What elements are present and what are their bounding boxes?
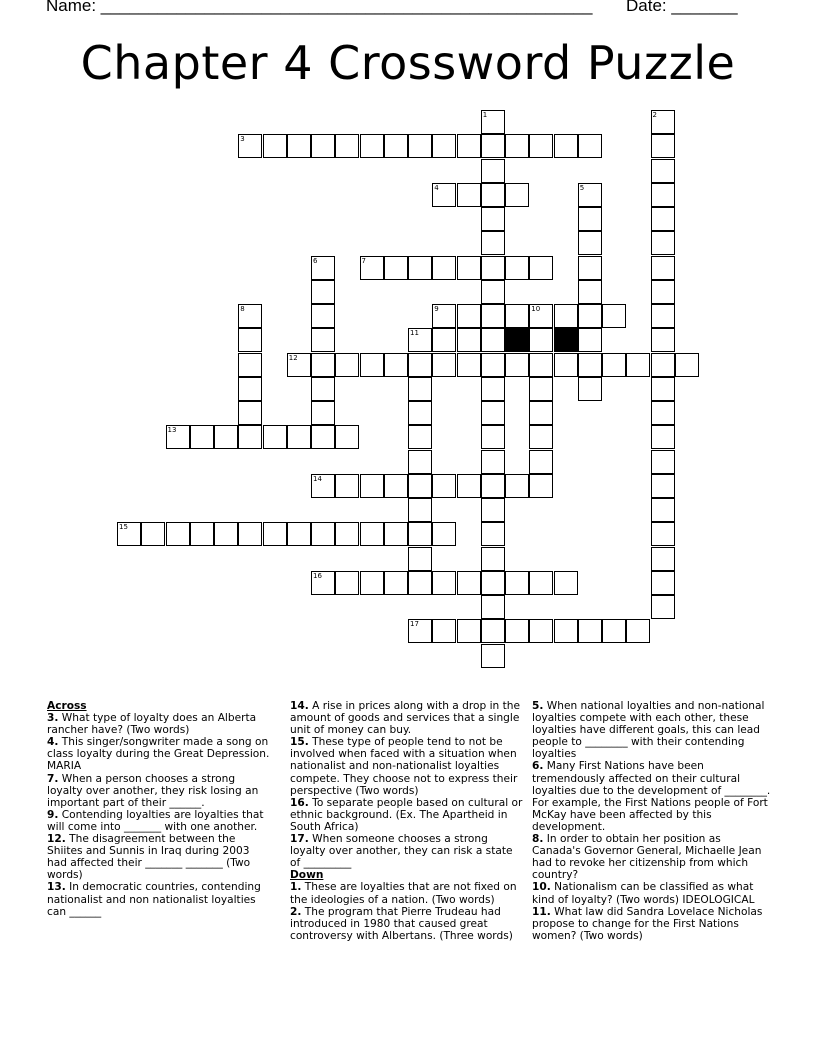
grid-cell[interactable] [408,522,432,546]
clue-down-11: 11. What law did Sandra Lovelace Nicholas propose to change for the First Nations women? (Two words) [532,905,763,942]
clue-across-3: 3. What type of loyalty does an Alberta rancher have? (Two words) [47,712,257,737]
grid-cell[interactable] [457,183,481,207]
grid-cell[interactable] [481,547,505,571]
grid-cell[interactable] [311,474,335,498]
clue-number: 4 [434,183,439,192]
grid-cell[interactable] [384,353,408,377]
grid-cell[interactable] [651,547,675,571]
grid-cell[interactable] [505,134,529,158]
grid-block [505,328,529,352]
grid-cell[interactable] [554,353,578,377]
grid-cell[interactable] [651,280,675,304]
grid-cell[interactable] [457,353,481,377]
grid-cell[interactable] [481,280,505,304]
grid-cell[interactable] [311,328,335,352]
grid-cell[interactable] [214,522,238,546]
grid-cell[interactable] [529,450,553,474]
grid-cell[interactable] [578,619,602,643]
grid-cell[interactable] [457,571,481,595]
grid-cell[interactable] [602,304,626,328]
grid-cell[interactable] [651,377,675,401]
grid-cell[interactable] [263,134,287,158]
grid-cell[interactable] [554,134,578,158]
grid-cell[interactable] [529,571,553,595]
grid-cell[interactable] [481,619,505,643]
grid-cell[interactable] [432,353,456,377]
grid-cell[interactable] [481,401,505,425]
grid-cell[interactable] [578,280,602,304]
grid-cell[interactable] [481,134,505,158]
clue-number: 17 [410,620,419,629]
grid-cell[interactable] [408,547,432,571]
grid-cell[interactable] [141,522,165,546]
grid-cell[interactable] [311,304,335,328]
grid-cell[interactable] [384,571,408,595]
grid-cell[interactable] [481,571,505,595]
grid-cell[interactable] [457,304,481,328]
grid-cell[interactable] [651,231,675,255]
grid-cell[interactable] [529,619,553,643]
grid-cell[interactable] [481,231,505,255]
grid-cell[interactable] [360,474,384,498]
clue-number: 8 [240,305,245,313]
clue-number: 2 [652,111,657,119]
grid-cell[interactable] [505,256,529,280]
grid-cell[interactable] [311,353,335,377]
grid-cell[interactable] [481,474,505,498]
grid-cell[interactable] [481,425,505,449]
grid-cell[interactable] [335,425,359,449]
grid-cell[interactable] [481,595,505,619]
grid-cell[interactable] [408,328,432,352]
clue-number: 13 [167,426,177,435]
grid-cell[interactable] [432,183,456,207]
grid-cell[interactable] [505,571,529,595]
grid-cell[interactable] [408,619,432,643]
clue-across-12: 12. The disagreement between the Shiites and Sunnis in Iraq during 2003 had affected their _______ _______ (Two words) [47,833,251,882]
grid-cell[interactable] [651,474,675,498]
page-title: Chapter 4 Crossword Puzzle [80,36,736,90]
grid-cell[interactable] [311,425,335,449]
grid-cell[interactable] [505,474,529,498]
grid-cell[interactable] [651,571,675,595]
grid-cell[interactable] [651,110,675,134]
grid-cell[interactable] [529,134,553,158]
clue-number: 12 [288,353,298,362]
grid-cell[interactable] [602,619,626,643]
clue-number: 9 [434,305,439,313]
grid-cell[interactable] [335,353,359,377]
grid-cell[interactable] [578,304,602,328]
grid-cell[interactable] [651,328,675,352]
clue-across-16: 16. To separate people based on cultural or ethnic background. (Ex. The Apartheid in South Africa) [290,796,523,833]
grid-cell[interactable] [529,304,553,328]
grid-cell[interactable] [554,304,578,328]
grid-cell[interactable] [360,522,384,546]
grid-cell[interactable] [505,619,529,643]
grid-cell[interactable] [529,353,553,377]
grid-cell[interactable] [481,256,505,280]
grid-cell[interactable] [432,256,456,280]
grid-cell[interactable] [578,207,602,231]
grid-cell[interactable] [457,256,481,280]
grid-cell[interactable] [384,256,408,280]
clue-across-4: 4. This singer/songwriter made a song on class loyalty during the Great Depression. MARIA [47,736,270,773]
grid-cell[interactable] [651,256,675,280]
grid-cell[interactable] [311,401,335,425]
grid-cell[interactable] [481,304,505,328]
grid-cell[interactable] [626,353,650,377]
grid-cell[interactable] [481,498,505,522]
clue-number: 5 [579,183,585,192]
grid-cell[interactable] [481,159,505,183]
grid-cell[interactable] [505,304,529,328]
clue-down-6: 6. Many First Nations have been tremendously affected on their cultural loyalties due to the development of ________. For example, the First Nations people of Fort McKay have been affected by this development. [532,760,771,833]
grid-cell[interactable] [432,134,456,158]
grid-cell[interactable] [529,377,553,401]
grid-cell[interactable] [238,304,262,328]
grid-cell[interactable] [505,183,529,207]
grid-cell[interactable] [408,474,432,498]
clue-number: 14 [313,474,322,483]
grid-cell[interactable] [360,134,384,158]
grid-cell[interactable] [432,474,456,498]
grid-cell[interactable] [457,474,481,498]
clues-column-1 [47,700,272,918]
grid-cell[interactable] [481,328,505,352]
grid-cell[interactable] [263,425,287,449]
clue-down-5: 5. When national loyalties and non-national loyalties compete with each other, these loyalties have different goals, this can lead people to ________ with their contending loyalties [532,700,765,761]
grid-cell[interactable] [287,425,311,449]
grid-cell[interactable] [651,425,675,449]
grid-cell[interactable] [505,353,529,377]
grid-cell[interactable] [311,280,335,304]
grid-cell[interactable] [190,425,214,449]
clue-across-15: 15. These type of people tend to not be involved when faced with a situation when nationalist and non-nationalist loyalties compete. They choose not to express their perspective (Two words) [290,736,518,797]
clue-down-8: 8. In order to obtain her position as Canada's Governor General, Michaelle Jean had to revoke her citizenship from which country? [532,833,762,882]
grid-cell[interactable] [214,425,238,449]
grid-cell[interactable] [190,522,214,546]
grid-cell[interactable] [408,571,432,595]
grid-cell[interactable] [651,159,675,183]
clue-across-13: 13. In democratic countries, contending nationalist and non nationalist loyalties can ______ [47,881,261,918]
clue-number: 11 [410,329,419,338]
grid-cell[interactable] [408,401,432,425]
grid-cell[interactable] [287,522,311,546]
grid-cell[interactable] [360,256,384,280]
grid-cell[interactable] [360,353,384,377]
date-field[interactable]: Date: _______ [626,0,738,15]
grid-cell[interactable] [432,571,456,595]
grid-cell[interactable] [529,474,553,498]
grid-cell[interactable] [481,644,505,668]
clue-across-7: 7. When a person chooses a strong loyalty over another, they risk losing an important part of their ______. [47,772,259,809]
grid-cell[interactable] [166,522,190,546]
grid-cell[interactable] [287,134,311,158]
across-heading: Across [47,700,87,712]
grid-cell[interactable] [311,571,335,595]
grid-cell[interactable] [481,522,505,546]
name-field[interactable]: Name: ____________________________________________________ [46,0,593,15]
clue-number: 3 [240,135,245,144]
grid-cell[interactable] [335,474,359,498]
grid-cell[interactable] [408,377,432,401]
grid-cell[interactable] [651,353,675,377]
grid-cell[interactable] [651,498,675,522]
grid-cell[interactable] [311,377,335,401]
grid-cell[interactable] [651,207,675,231]
grid-cell[interactable] [578,377,602,401]
grid-cell[interactable] [651,134,675,158]
grid-cell[interactable] [651,522,675,546]
grid-cell[interactable] [481,207,505,231]
grid-cell[interactable] [554,571,578,595]
grid-cell[interactable] [384,522,408,546]
grid-cell[interactable] [529,256,553,280]
grid-cell[interactable] [335,571,359,595]
grid-cell[interactable] [651,595,675,619]
grid-cell[interactable] [238,134,262,158]
grid-cell[interactable] [360,571,384,595]
grid-cell[interactable] [529,425,553,449]
grid-cell[interactable] [408,256,432,280]
grid-cell[interactable] [481,353,505,377]
grid-cell[interactable] [626,619,650,643]
grid-cell[interactable] [311,134,335,158]
grid-cell[interactable] [578,353,602,377]
grid-cell[interactable] [578,328,602,352]
grid-cell[interactable] [529,328,553,352]
grid-cell[interactable] [238,328,262,352]
clue-down-1: 1. These are loyalties that are not fixed on the ideologies of a nation. (Two words) [290,881,517,906]
clue-number: 1 [482,111,488,119]
grid-cell[interactable] [238,401,262,425]
grid-cell[interactable] [481,183,505,207]
grid-cell[interactable] [651,304,675,328]
clue-across-14: 14. A rise in prices along with a drop in the amount of goods and services that a single unit of money can buy. [290,700,520,737]
grid-cell[interactable] [578,134,602,158]
grid-cell[interactable] [432,304,456,328]
grid-cell[interactable] [529,401,553,425]
clue-number: 10 [531,305,541,313]
grid-cell[interactable] [457,134,481,158]
grid-cell[interactable] [432,619,456,643]
clue-down-10: 10. Nationalism can be classified as what kind of loyalty? (Two words) IDEOLOGICAL [532,881,755,906]
grid-cell[interactable] [408,425,432,449]
grid-cell[interactable] [311,522,335,546]
grid-cell[interactable] [432,328,456,352]
clue-across-17: 17. When someone chooses a strong loyalty over another, they can risk a state of _________ [290,833,513,870]
grid-cell[interactable] [408,353,432,377]
grid-cell[interactable] [408,498,432,522]
grid-cell[interactable] [602,353,626,377]
grid-cell[interactable] [287,353,311,377]
clue-across-9: 9. Contending loyalties are loyalties that will come into _______ with one another. [47,808,264,833]
clue-number: 6 [313,256,318,265]
grid-cell[interactable] [238,522,262,546]
grid-cell[interactable] [335,522,359,546]
grid-cell[interactable] [238,353,262,377]
grid-cell[interactable] [432,522,456,546]
clue-number: 16 [313,571,322,580]
clues-column-3 [532,700,772,942]
grid-cell[interactable] [578,231,602,255]
grid-cell[interactable] [578,183,602,207]
grid-cell[interactable] [335,134,359,158]
grid-cell[interactable] [263,522,287,546]
grid-cell[interactable] [481,377,505,401]
grid-cell[interactable] [651,450,675,474]
grid-cell[interactable] [408,450,432,474]
grid-cell[interactable] [554,619,578,643]
grid-cell[interactable] [238,425,262,449]
grid-cell[interactable] [457,328,481,352]
grid-cell[interactable] [384,474,408,498]
grid-cell[interactable] [408,134,432,158]
grid-cell[interactable] [457,619,481,643]
grid-block [554,328,578,352]
clue-number: 15 [119,523,128,532]
grid-cell[interactable] [675,353,699,377]
grid-cell[interactable] [481,450,505,474]
grid-cell[interactable] [238,377,262,401]
grid-cell[interactable] [651,401,675,425]
grid-cell[interactable] [117,522,141,546]
grid-cell[interactable] [166,425,190,449]
grid-cell[interactable] [311,256,335,280]
grid-cell[interactable] [481,110,505,134]
grid-cell[interactable] [578,256,602,280]
down-heading: Down [290,869,324,882]
clue-down-2: 2. The program that Pierre Trudeau had introduced in 1980 that caused great controversy with Albertans. (Three words) [290,905,513,942]
grid-cell[interactable] [651,183,675,207]
clues-column-2 [290,700,525,942]
clue-number: 7 [361,256,366,265]
grid-cell[interactable] [384,134,408,158]
